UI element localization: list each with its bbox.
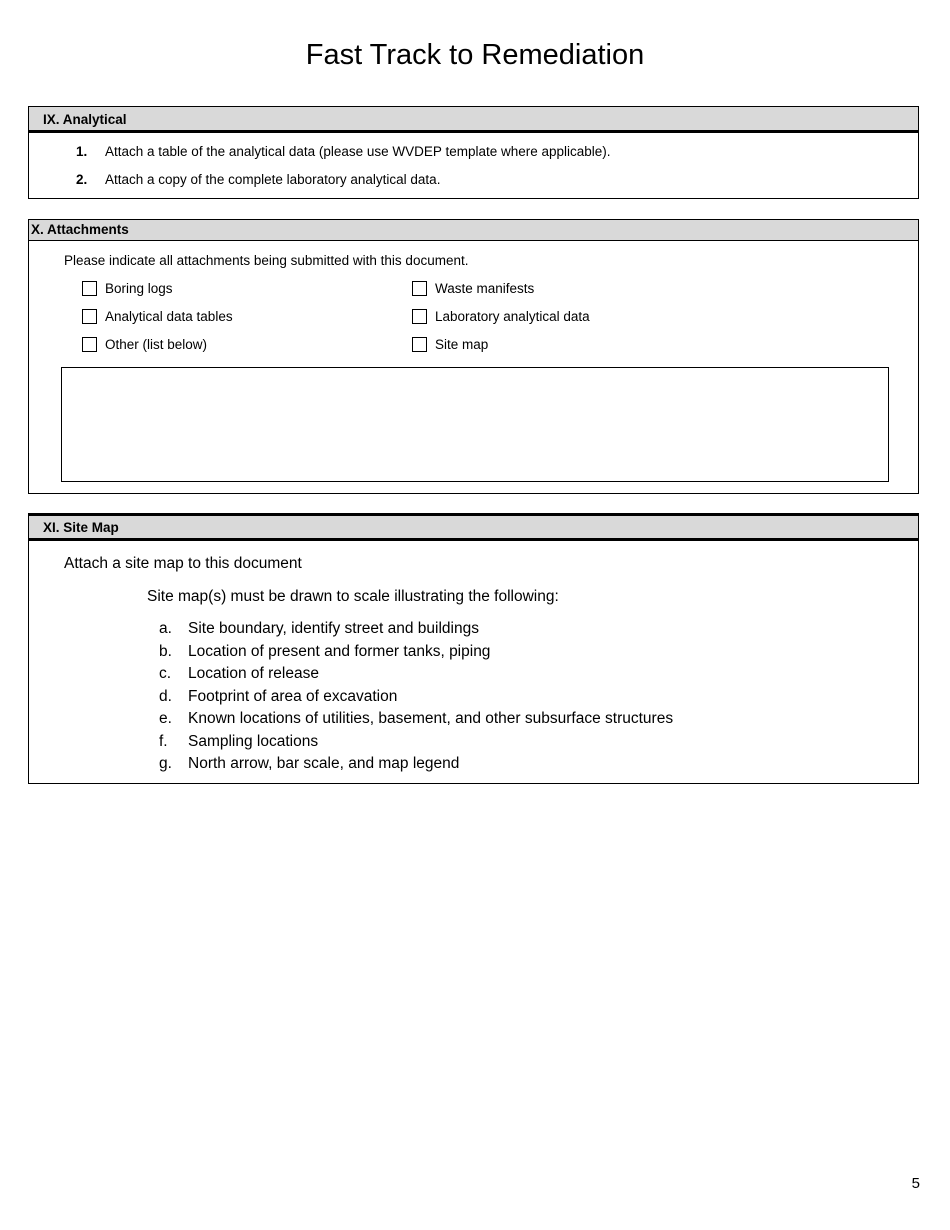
checkbox-label: Waste manifests (435, 281, 535, 296)
list-text: Site boundary, identify street and buildings (188, 620, 479, 637)
list-letter: f. (159, 732, 168, 750)
list-letter: d. (159, 687, 172, 705)
section-site-map (28, 513, 919, 784)
checkbox[interactable] (412, 281, 427, 296)
checkbox[interactable] (82, 281, 97, 296)
checkbox-label: Site map (435, 337, 489, 352)
page-title: Fast Track to Remediation (305, 39, 645, 71)
list-text: Known locations of utilities, basement, and other subsurface structures (188, 710, 674, 727)
list-letter: e. (159, 710, 172, 727)
list-text: Location of present and former tanks, piping (188, 642, 491, 660)
list-item (29, 709, 909, 732)
list-item (29, 619, 909, 642)
checkbox[interactable] (412, 337, 427, 352)
list-text: North arrow, bar scale, and map legend (188, 755, 460, 772)
list-letter: c. (159, 665, 172, 682)
other-attachments-textarea[interactable] (61, 367, 889, 482)
page-number: 5 (911, 1175, 920, 1192)
section-attachments (28, 219, 919, 494)
checkbox[interactable] (82, 337, 97, 352)
site-map-intro: Attach a site map to this document (64, 555, 302, 572)
list-letter: g. (159, 755, 172, 772)
site-map-requirements-list (29, 619, 909, 777)
checkbox-label: Analytical data tables (105, 309, 233, 324)
attachments-instruction: Please indicate all attachments being submitted with this document. (64, 253, 469, 268)
section-attachments-heading: X. Attachments (29, 220, 918, 241)
checkbox-label: Laboratory analytical data (435, 309, 590, 324)
section-site-map-heading: XI. Site Map (29, 516, 918, 541)
checkbox-label: Boring logs (105, 281, 173, 296)
list-letter: b. (159, 642, 172, 660)
item-text: Attach a table of the analytical data (please use WVDEP template where applicable). (105, 144, 611, 159)
list-letter: a. (159, 620, 172, 637)
checkbox-label: Other (list below) (105, 337, 208, 352)
list-item (29, 664, 909, 687)
list-text: Footprint of area of excavation (188, 687, 398, 705)
item-number: 1. (76, 144, 88, 159)
site-map-subheading: Site map(s) must be drawn to scale illustrating the following: (147, 588, 559, 605)
section-analytical (28, 106, 919, 199)
list-item (29, 732, 909, 755)
checkbox[interactable] (412, 309, 427, 324)
item-number: 2. (76, 172, 88, 187)
list-item (29, 687, 909, 710)
section-analytical-heading: IX. Analytical (29, 107, 918, 133)
list-text: Location of release (188, 665, 319, 682)
list-text: Sampling locations (188, 732, 319, 750)
list-item (29, 754, 909, 777)
item-text: Attach a copy of the complete laboratory analytical data. (105, 172, 441, 187)
checkbox[interactable] (82, 309, 97, 324)
list-item (29, 642, 909, 665)
